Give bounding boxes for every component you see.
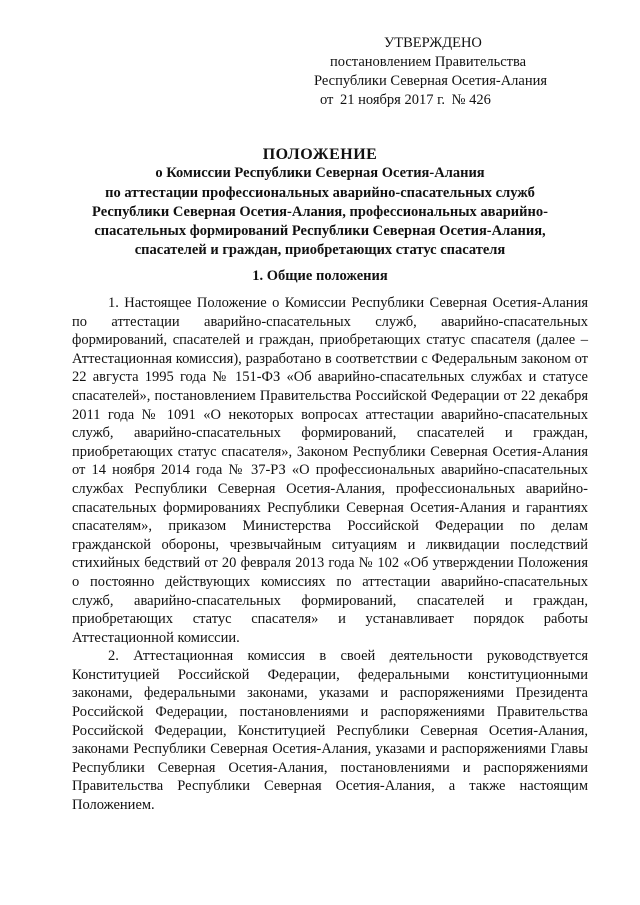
paragraph-2: 2. Аттестационная комиссия в своей деятельности руководствуется Конституцией Российской Федерации, федеральными конституционными законами, федеральными законами, указами и распоряжениями Президента Российской Федерации, постановлениями и распоряжениями Правительства Российской Федерации, Конституцией Республики Северная Осетия-Алания, законами Республики Северная Осетия-Алания, указами и распоряжениями Главы Республики Северная Осетия-Алания, постановлениями и распоряжениями Правительства Республики Северная Осетия-Алания, а также настоящим Положением. (72, 648, 588, 814)
section-heading: 1. Общие положения (252, 268, 388, 284)
approved-label: УТВЕРЖДЕНО (384, 35, 482, 51)
date-prefix: от (320, 92, 334, 108)
document-body (72, 294, 588, 815)
paragraph-1: 1. Настоящее Положение о Комиссии Республики Северная Осетия-Алания по аттестации аварийно-спасательных служб, аварийно-спасательных формирований, спасателей и граждан, приобретающих статус спасателя (далее – Аттестационная комиссия), разработано в соответствии с Федеральным законом от 22 августа 1995 года № 151-ФЗ «Об аварийно-спасательных службах и статусе спасателей», постановлением Правительства Российской Федерации от 22 декабря 2011 года № 1091 «О некоторых вопросах аттестации аварийно-спасательных служб, аварийно-спасательных формирований, спасателей и граждан, приобретающих статус спасателя», Законом Республики Северная Осетия-Алания от 14 ноября 2014 года № 37-РЗ «О профессиональных аварийно-спасательных службах Республики Северная Осетия-Алания, профессиональных аварийно-спасательных формированиях Республики Северная Осетия-Алания и гарантиях спасателям», приказом Министерства Российской Федерации по делам гражданской обороны, чрезвычайным ситуациям и ликвидации последствий стихийных бедствий от 20 февраля 2013 года № 102 «Об утверждении Положения о постоянно действующих комиссиях по аттестации аварийно-спасательных служб, аварийно-спасательных формирований, спасателей и граждан, приобретающих статус спасателя» и устанавливает порядок работы Аттестационной комиссии. (72, 295, 588, 646)
title-line: по аттестации профессиональных аварийно-спасательных служб (105, 184, 535, 201)
approval-republic: Республики Северная Осетия-Алания (314, 73, 548, 89)
number-prefix: № (451, 92, 466, 108)
approval-date: 21 ноября 2017 г. (340, 92, 446, 108)
title-line: спасателей и граждан, приобретающих статус спасателя (134, 242, 506, 259)
approval-authority: постановлением Правительства (330, 54, 527, 70)
title-line: спасательных формирований Республики Северная Осетия-Алания, (94, 223, 546, 240)
approval-stamp (312, 34, 582, 110)
title-line: о Комиссии Республики Северная Осетия-Алания (155, 165, 485, 182)
approval-date-line (312, 91, 582, 110)
document-title: ПОЛОЖЕНИЕ (262, 146, 378, 163)
document-title-block (60, 145, 580, 261)
approval-number: 426 (469, 92, 491, 108)
title-line: Республики Северная Осетия-Алания, профессиональных аварийно- (92, 203, 548, 220)
